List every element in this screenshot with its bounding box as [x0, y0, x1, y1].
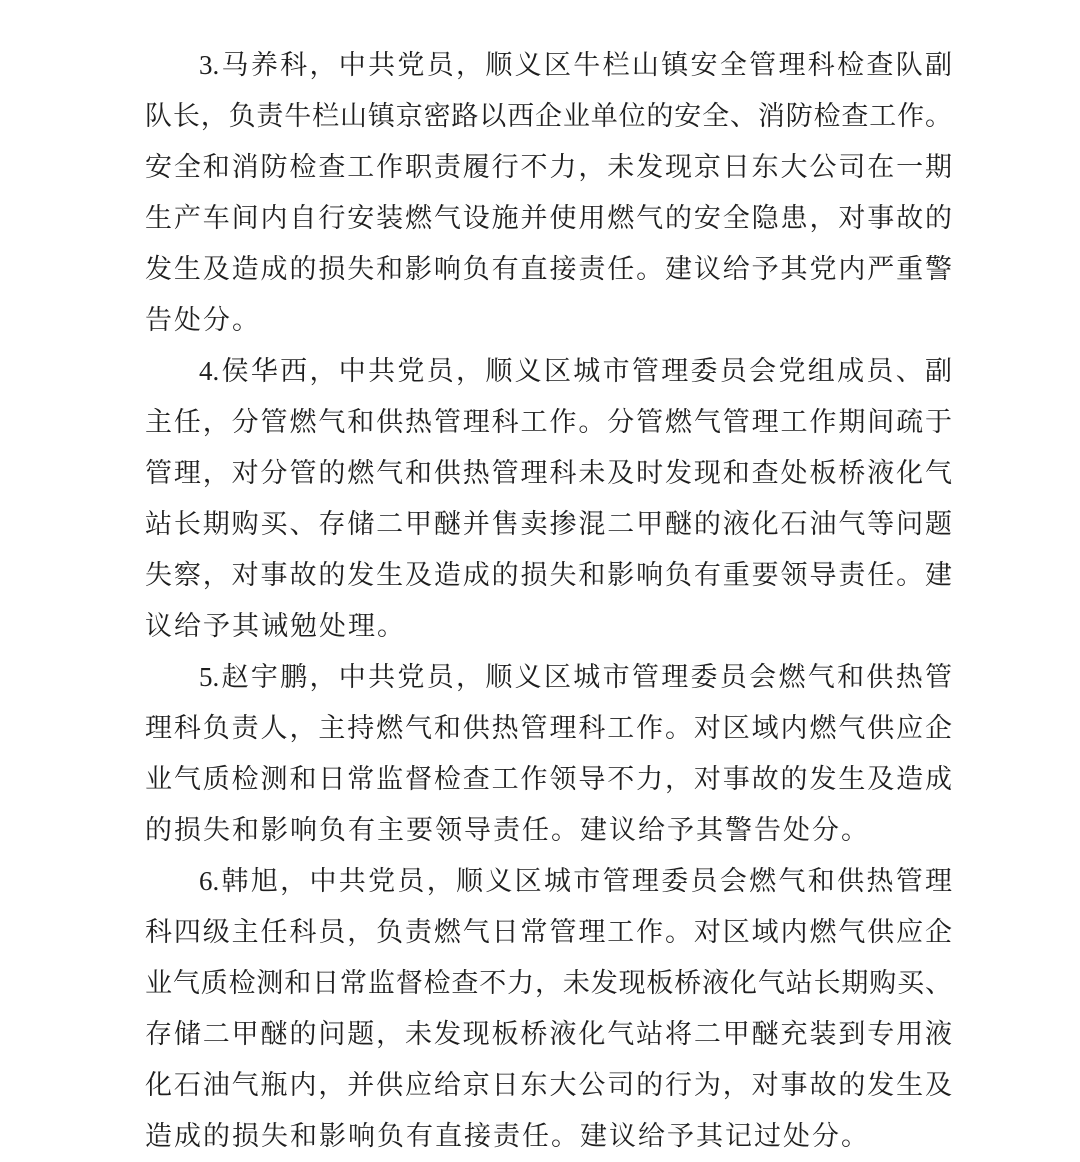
text-line: 安全和消防检查工作职责履行不力，未发现京日东大公司在一期	[145, 152, 952, 182]
text-line: 生产车间内自行安装燃气设施并使用燃气的安全隐患，对事故的	[145, 203, 952, 233]
text-line: 6.韩旭，中共党员，顺义区城市管理委员会燃气和供热管理	[199, 866, 952, 896]
text-line: 告处分。	[145, 305, 261, 335]
text-line: 科四级主任科员，负责燃气日常管理工作。对区域内燃气供应企	[145, 917, 952, 947]
text-line: 理科负责人，主持燃气和供热管理科工作。对区域内燃气供应企	[145, 713, 952, 743]
text-line: 管理，对分管的燃气和供热管理科未及时发现和查处板桥液化气	[145, 458, 952, 488]
text-line: 发生及造成的损失和影响负有直接责任。建议给予其党内严重警	[145, 254, 952, 284]
text-line: 化石油气瓶内，并供应给京日东大公司的行为，对事故的发生及	[145, 1070, 952, 1100]
text-line: 5.赵宇鹏，中共党员，顺义区城市管理委员会燃气和供热管	[199, 662, 952, 692]
paragraph-item-5	[145, 652, 952, 856]
paragraph-item-4	[145, 346, 952, 652]
text-line: 4.侯华西，中共党员，顺义区城市管理委员会党组成员、副	[199, 356, 952, 386]
text-line: 失察，对事故的发生及造成的损失和影响负有重要领导责任。建	[145, 560, 952, 590]
text-line: 造成的损失和影响负有直接责任。建议给予其记过处分。	[145, 1121, 870, 1151]
paragraph-item-6	[145, 856, 952, 1162]
paragraph-item-3	[145, 40, 952, 346]
text-line: 主任，分管燃气和供热管理科工作。分管燃气管理工作期间疏于	[145, 407, 952, 437]
text-line: 业气质检测和日常监督检查工作领导不力，对事故的发生及造成	[145, 764, 952, 794]
text-line: 业气质检测和日常监督检查不力，未发现板桥液化气站长期购买、	[145, 968, 952, 998]
text-line: 3.马养科，中共党员，顺义区牛栏山镇安全管理科检查队副	[199, 50, 952, 80]
text-line: 站长期购买、存储二甲醚并售卖掺混二甲醚的液化石油气等问题	[145, 509, 952, 539]
text-line: 队长，负责牛栏山镇京密路以西企业单位的安全、消防检查工作。	[145, 101, 952, 131]
text-line: 议给予其诫勉处理。	[145, 611, 406, 641]
text-line: 的损失和影响负有主要领导责任。建议给予其警告处分。	[145, 815, 870, 845]
text-line: 存储二甲醚的问题，未发现板桥液化气站将二甲醚充装到专用液	[145, 1019, 952, 1049]
